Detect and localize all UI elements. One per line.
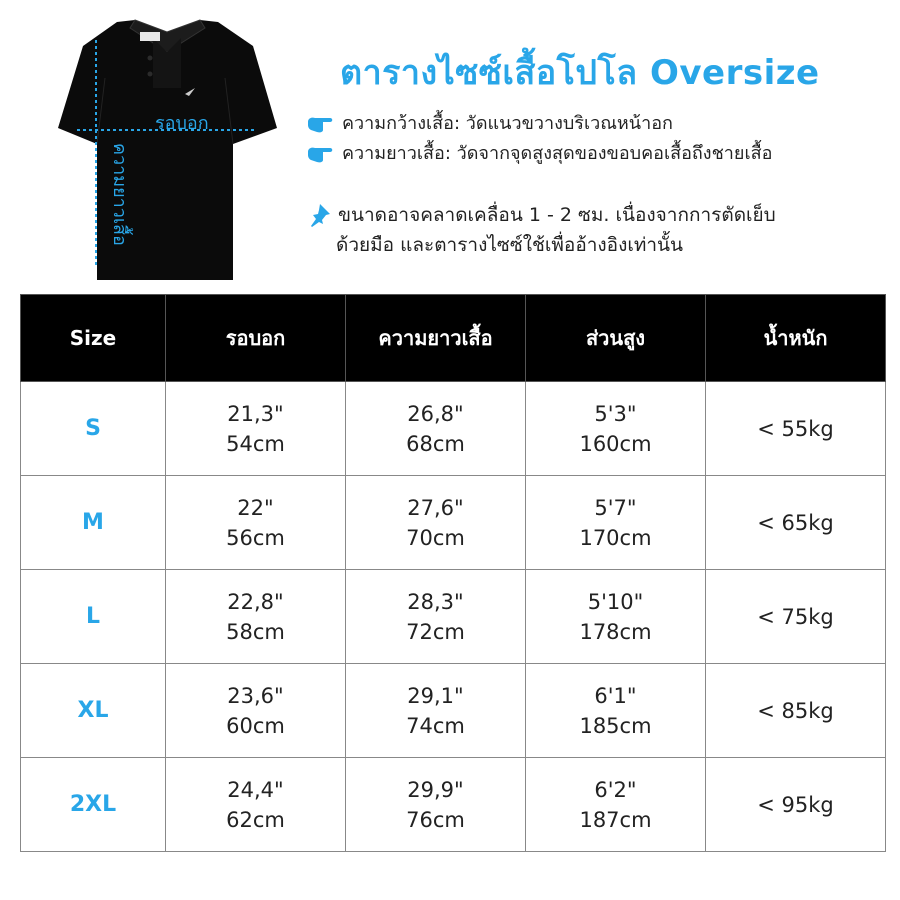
height-cm: 178cm: [579, 619, 652, 644]
length-measure-label: ความยาวเสื้อ: [109, 143, 130, 246]
height-ft: 5'7": [594, 495, 637, 520]
table-row: [21, 664, 886, 758]
header-chest: รอบอก: [166, 295, 346, 382]
length-cm: 70cm: [406, 525, 465, 550]
table-row: [21, 570, 886, 664]
chest-cell: [166, 758, 346, 852]
chest-inch: 24,4": [227, 777, 284, 802]
weight-cell: < 55kg: [706, 382, 886, 476]
length-cm: 68cm: [406, 431, 465, 456]
height-cell: [526, 758, 706, 852]
weight-cell: < 95kg: [706, 758, 886, 852]
chest-inch: 22,8": [227, 589, 284, 614]
chest-cm: 56cm: [226, 525, 285, 550]
height-cm: 170cm: [579, 525, 652, 550]
length-cell: [346, 476, 526, 570]
table-row: [21, 758, 886, 852]
info-line-width: [306, 108, 673, 137]
polo-shirt-icon: [55, 18, 280, 283]
size-cell: S: [21, 382, 166, 476]
height-cm: 160cm: [579, 431, 652, 456]
page-title: ตารางไซซ์เสื้อโปโล Oversize: [340, 53, 820, 93]
pointing-hand-icon: [306, 142, 336, 164]
chest-cell: [166, 570, 346, 664]
header-length: ความยาวเสื้อ: [346, 295, 526, 382]
chest-cell: [166, 382, 346, 476]
length-inch: 26,8": [407, 401, 464, 426]
pushpin-icon: [306, 202, 334, 228]
height-cm: 187cm: [579, 807, 652, 832]
length-cm: 74cm: [406, 713, 465, 738]
chest-measure-label: รอบอก: [155, 113, 209, 134]
table-row: [21, 382, 886, 476]
pointing-hand-icon: [306, 112, 336, 134]
header-weight: น้ำหนัก: [706, 295, 886, 382]
length-cell: [346, 664, 526, 758]
height-ft: 5'10": [587, 589, 644, 614]
table-header-row: [21, 295, 886, 382]
length-inch: 29,9": [407, 777, 464, 802]
length-inch: 27,6": [407, 495, 464, 520]
chest-cm: 60cm: [226, 713, 285, 738]
length-cell: [346, 570, 526, 664]
header-height: ส่วนสูง: [526, 295, 706, 382]
info-line-length: [306, 138, 772, 167]
chest-cm: 62cm: [226, 807, 285, 832]
chest-inch: 21,3": [227, 401, 284, 426]
size-chart-table: [20, 294, 886, 852]
length-cell: [346, 758, 526, 852]
disclaimer-note: [306, 200, 776, 260]
length-cm: 76cm: [406, 807, 465, 832]
height-ft: 5'3": [594, 401, 637, 426]
height-cm: 185cm: [579, 713, 652, 738]
chest-cell: [166, 476, 346, 570]
header-size: Size: [21, 295, 166, 382]
size-cell: 2XL: [21, 758, 166, 852]
height-ft: 6'2": [594, 777, 637, 802]
chest-inch: 22": [237, 495, 274, 520]
length-cm: 72cm: [406, 619, 465, 644]
length-inch: 29,1": [407, 683, 464, 708]
info-text-length: ความยาวเสื้อ: วัดจากจุดสูงสุดของขอบคอเสื้อถึงชายเสื้อ: [342, 143, 773, 164]
chest-cell: [166, 664, 346, 758]
size-cell: M: [21, 476, 166, 570]
size-cell: XL: [21, 664, 166, 758]
chest-inch: 23,6": [227, 683, 284, 708]
note-line-2: ด้วยมือ และตารางไซซ์ใช้เพื่ออ้างอิงเท่านั้น: [336, 234, 684, 256]
height-cell: [526, 570, 706, 664]
length-cell: [346, 382, 526, 476]
info-text-width: ความกว้างเสื้อ: วัดแนวขวางบริเวณหน้าอก: [342, 113, 673, 134]
length-inch: 28,3": [407, 589, 464, 614]
height-cell: [526, 382, 706, 476]
weight-cell: < 65kg: [706, 476, 886, 570]
height-ft: 6'1": [594, 683, 637, 708]
height-cell: [526, 476, 706, 570]
weight-cell: < 75kg: [706, 570, 886, 664]
chest-cm: 54cm: [226, 431, 285, 456]
chest-cm: 58cm: [226, 619, 285, 644]
height-cell: [526, 664, 706, 758]
weight-cell: < 85kg: [706, 664, 886, 758]
table-row: [21, 476, 886, 570]
size-cell: L: [21, 570, 166, 664]
note-line-1: ขนาดอาจคลาดเคลื่อน 1 - 2 ซม. เนื่องจากการตัดเย็บ: [338, 204, 776, 226]
shirt-diagram: [55, 18, 280, 283]
